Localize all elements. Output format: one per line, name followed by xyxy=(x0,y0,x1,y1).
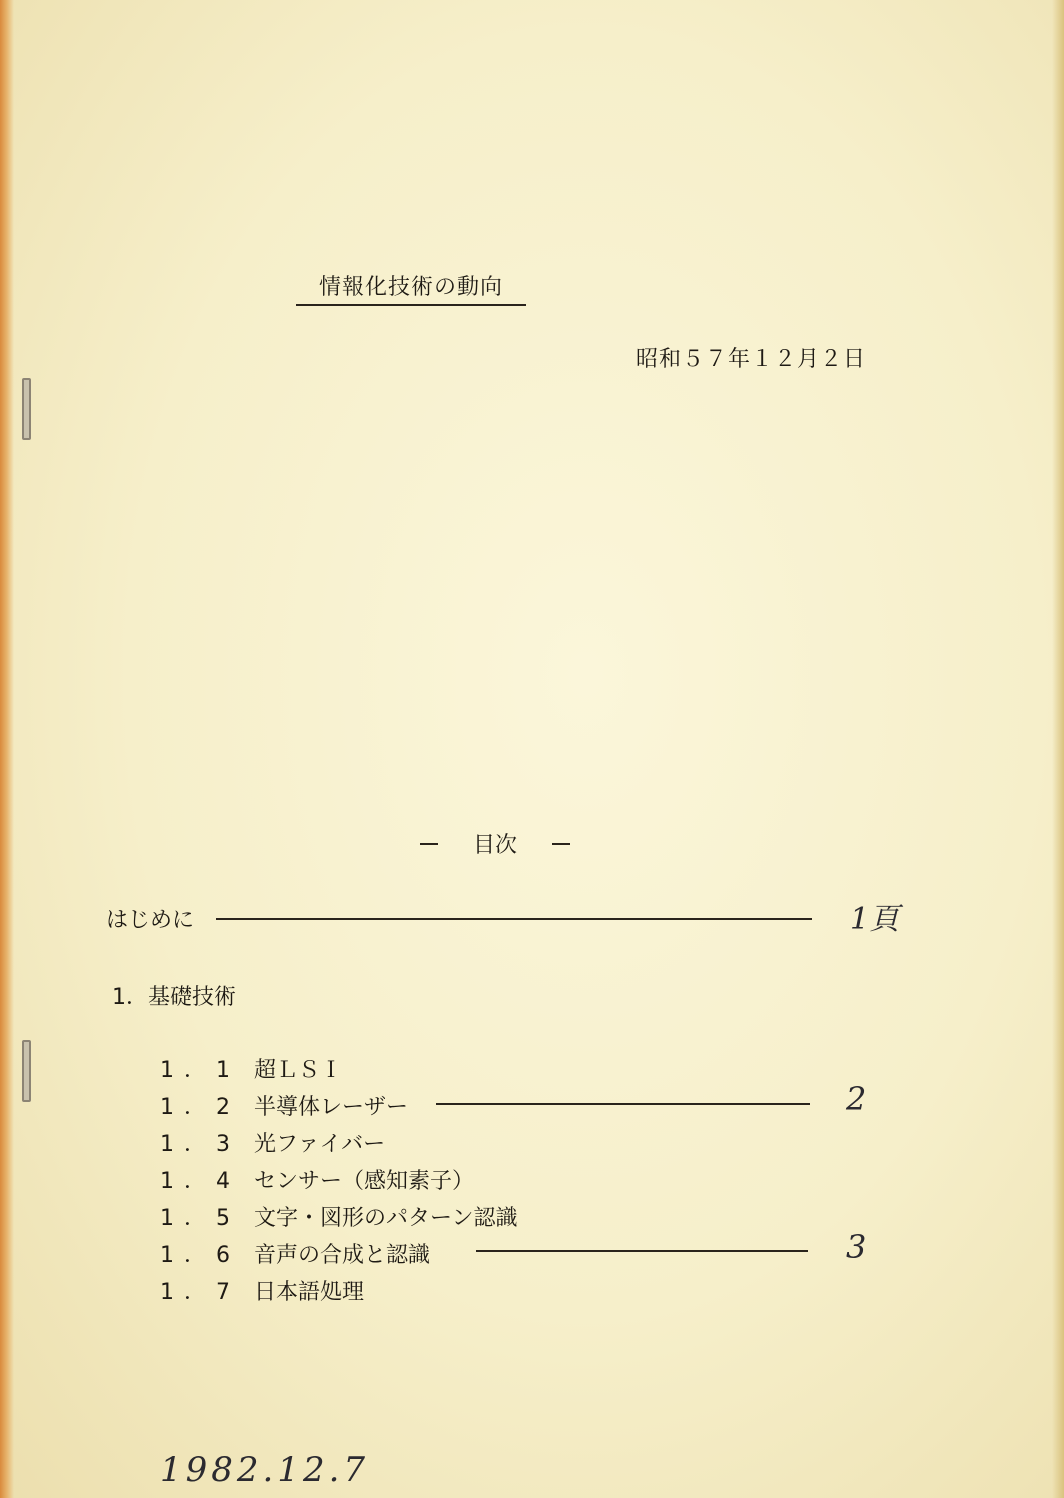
toc-item-number: 1．2 xyxy=(160,1095,240,1120)
toc-item-1-3 xyxy=(160,1127,385,1158)
toc-item-1-5 xyxy=(160,1201,518,1232)
staple-bottom xyxy=(22,1040,31,1102)
toc-item-label: 半導体レーザー xyxy=(254,1095,409,1120)
toc-item-number: 1．1 xyxy=(160,1058,240,1083)
toc-item-1-6-page: 3 xyxy=(846,1228,867,1266)
toc-item-1-4 xyxy=(160,1164,474,1195)
toc-item-1-1 xyxy=(160,1053,342,1084)
staple-top xyxy=(22,378,31,440)
toc-item-label: 超ＬＳＩ xyxy=(254,1058,343,1083)
toc-intro-leader xyxy=(216,918,812,920)
toc-heading-label: 目次 xyxy=(472,833,517,858)
toc-item-1-6-leader xyxy=(476,1250,808,1252)
toc-item-label: 光ファイバー xyxy=(254,1132,386,1157)
toc-item-label: 日本語処理 xyxy=(254,1280,365,1305)
toc-item-1-2 xyxy=(160,1090,408,1121)
toc-item-1-6 xyxy=(160,1238,430,1269)
toc-item-1-2-leader xyxy=(436,1103,810,1105)
toc-item-number: 1．6 xyxy=(160,1243,240,1268)
document-title: 情報化技術の動向 xyxy=(296,270,526,306)
toc-item-label: 文字・図形のパターン認識 xyxy=(254,1206,518,1231)
handwritten-date: 1982.12.7 xyxy=(160,1450,370,1490)
paper-edge-right xyxy=(1052,0,1064,1498)
toc-heading-dash-left xyxy=(420,843,438,845)
toc-item-number: 1．4 xyxy=(160,1169,240,1194)
toc-item-1-7 xyxy=(160,1275,364,1306)
toc-item-label: センサー（感知素子） xyxy=(254,1169,475,1194)
toc-item-number: 1．3 xyxy=(160,1132,240,1157)
toc-intro-label: はじめに xyxy=(106,908,195,933)
toc-heading xyxy=(420,828,570,859)
toc-item-1-2-page: 2 xyxy=(846,1080,867,1118)
toc-item-number: 1．5 xyxy=(160,1206,240,1231)
toc-item-label: 音声の合成と認識 xyxy=(254,1243,431,1268)
toc-heading-dash-right xyxy=(552,843,570,845)
toc-intro-page: 1頁 xyxy=(850,902,900,937)
toc-item-number: 1．7 xyxy=(160,1280,240,1305)
document-date: 昭和５７年１２月２日 xyxy=(636,347,867,372)
paper-edge-left xyxy=(0,0,14,1498)
toc-section-1: 1．基礎技術 xyxy=(112,985,236,1010)
